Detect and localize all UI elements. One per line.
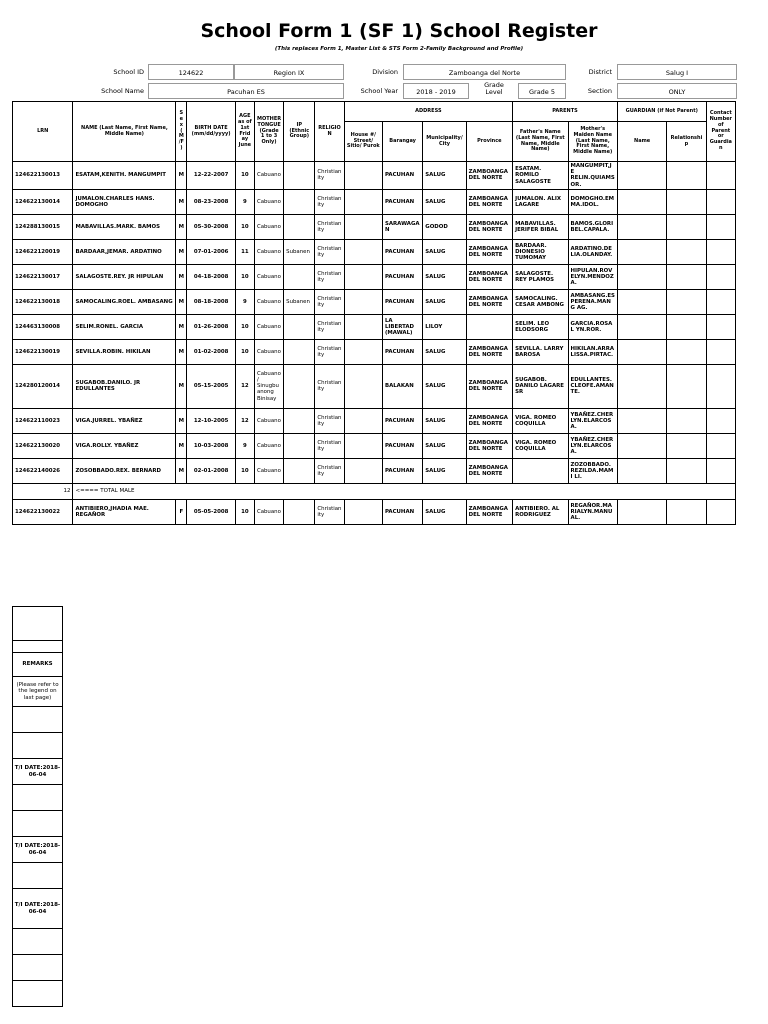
lrn-cell: 124622130013 — [13, 162, 73, 190]
guardian-relationship-cell — [667, 214, 706, 239]
mother-name-cell: MANGUMPIT,JE RELIN.QUIAMS OR. — [568, 162, 617, 190]
student-row — [13, 214, 736, 239]
barangay-cell: PACUHAN — [382, 162, 422, 190]
header-address: ADDRESS — [344, 102, 512, 122]
birth-date-cell: 12-22-2007 — [187, 162, 235, 190]
house-cell — [344, 239, 382, 264]
sex-cell: M — [176, 314, 187, 339]
municipality-cell: SALUG — [423, 408, 466, 433]
student-name-cell: VIGA.ROLLY. YBAÑEZ — [73, 433, 176, 458]
lrn-cell: 124622130022 — [13, 499, 73, 524]
guardian-relationship-cell — [667, 499, 706, 524]
age-cell: 10 — [235, 314, 254, 339]
barangay-cell: SARAWAGAN — [382, 214, 422, 239]
remarks-blank-cell — [13, 863, 63, 889]
contact-cell — [706, 189, 735, 214]
school-id-label: School ID — [113, 68, 144, 76]
header-mother-tongue: MOTHER TONGUE (Grade 1 to 3 Only) — [254, 102, 283, 162]
contact-cell — [706, 264, 735, 289]
header-ip: IP (Ethnic Group) — [284, 102, 315, 162]
municipality-cell: SALUG — [423, 189, 466, 214]
lrn-cell: 124622130014 — [13, 189, 73, 214]
municipality-cell: SALUG — [423, 364, 466, 408]
total-male-label: <==== TOTAL MALE — [73, 483, 736, 499]
guardian-relationship-cell — [667, 289, 706, 314]
province-cell: ZAMBOANGA DEL NORTE — [466, 162, 512, 190]
birth-date-cell: 08-23-2008 — [187, 189, 235, 214]
ip-cell — [284, 433, 315, 458]
remarks-entry: T/I DATE:2018-06-04 — [13, 889, 63, 929]
mother-name-cell: ZOZOBBADO. REZILDA.MAMI LI. — [568, 458, 617, 483]
section-label: Section — [587, 87, 612, 95]
header-mother: Mother's Maiden Name (Last Name, First Name, Middle Name) — [568, 122, 617, 162]
father-name-cell: SELIM. LEO ELODSORG — [513, 314, 568, 339]
birth-date-cell: 08-18-2008 — [187, 289, 235, 314]
header-lrn: LRN — [13, 102, 73, 162]
remarks-blank-cell — [13, 981, 63, 1007]
header-guardian: GUARDIAN (if Not Parent) — [617, 102, 706, 122]
mother-name-cell: HIKILAN.ARRA LISSA.PIRTAC. — [568, 339, 617, 364]
municipality-cell: SALUG — [423, 499, 466, 524]
header-contact: Contact Number of Parent or Guardian — [706, 102, 735, 162]
house-cell — [344, 289, 382, 314]
father-name-cell: MABAVILLAS. JERIFER BIBAL — [513, 214, 568, 239]
municipality-cell: SALUG — [423, 289, 466, 314]
guardian-name-cell — [617, 162, 666, 190]
mother-name-cell: DOMOGHO.EM MA.IDOL. — [568, 189, 617, 214]
student-name-cell: SEVILLA.ROBIN. HIKILAN — [73, 339, 176, 364]
municipality-cell: SALUG — [423, 339, 466, 364]
contact-cell — [706, 408, 735, 433]
house-cell — [344, 364, 382, 408]
province-cell: ZAMBOANGA DEL NORTE — [466, 458, 512, 483]
religion-cell: Christianity — [315, 264, 344, 289]
header-religion: RELIGION — [315, 102, 344, 162]
municipality-cell: LILOY — [423, 314, 466, 339]
birth-date-cell: 12-10-2005 — [187, 408, 235, 433]
lrn-cell: 124280120014 — [13, 364, 73, 408]
guardian-name-cell — [617, 364, 666, 408]
school-year-label: School Year — [360, 87, 398, 95]
student-name-cell: ANTIBIERO,JHADIA MAE. REGAÑOR — [73, 499, 176, 524]
lrn-cell: 124622130017 — [13, 264, 73, 289]
student-row — [13, 339, 736, 364]
sex-cell: M — [176, 239, 187, 264]
barangay-cell: PACUHAN — [382, 408, 422, 433]
contact-cell — [706, 314, 735, 339]
guardian-relationship-cell — [667, 314, 706, 339]
guardian-name-cell — [617, 499, 666, 524]
header-name: NAME (Last Name, First Name, Middle Name) — [73, 102, 176, 162]
sex-cell: F — [176, 499, 187, 524]
student-row — [13, 314, 736, 339]
mother-name-cell: ARDATINO.DE LIA.OLANDAY. — [568, 239, 617, 264]
guardian-relationship-cell — [667, 264, 706, 289]
guardian-name-cell — [617, 458, 666, 483]
contact-cell — [706, 364, 735, 408]
ip-cell — [284, 458, 315, 483]
male-rows — [13, 162, 736, 484]
guardian-name-cell — [617, 433, 666, 458]
house-cell — [344, 408, 382, 433]
municipality-cell: SALUG — [423, 458, 466, 483]
remarks-blank-cell — [13, 641, 63, 653]
sex-cell: M — [176, 264, 187, 289]
sex-cell: M — [176, 433, 187, 458]
header-guardian-relationship: Relationship — [667, 122, 706, 162]
student-name-cell: SAMOCALING.ROEL. AMBASANG — [73, 289, 176, 314]
age-cell: 9 — [235, 289, 254, 314]
lrn-cell: 124622120019 — [13, 239, 73, 264]
house-cell — [344, 214, 382, 239]
contact-cell — [706, 239, 735, 264]
header-birth-date: BIRTH DATE (mm/dd/yyyy) — [187, 102, 235, 162]
ip-cell — [284, 364, 315, 408]
contact-cell — [706, 214, 735, 239]
mother-name-cell: GARCIA.ROSAL YN.ROR. — [568, 314, 617, 339]
birth-date-cell: 02-01-2008 — [187, 458, 235, 483]
guardian-name-cell — [617, 239, 666, 264]
religion-cell: Christianity — [315, 458, 344, 483]
student-row — [13, 264, 736, 289]
total-male-section — [13, 483, 736, 499]
contact-cell — [706, 162, 735, 190]
barangay-cell: PACUHAN — [382, 264, 422, 289]
student-row — [13, 364, 736, 408]
religion-cell: Christianity — [315, 433, 344, 458]
barangay-cell: PACUHAN — [382, 189, 422, 214]
father-name-cell: ESATAM. ROMILO SALAGOSTE — [513, 162, 568, 190]
school-year-field: 2018 - 2019 — [403, 83, 469, 99]
student-name-cell: VIGA.JURREL. YBAÑEZ — [73, 408, 176, 433]
remarks-blank-cell — [13, 929, 63, 955]
student-name-cell: MABAVILLAS.MARK. BAMOS — [73, 214, 176, 239]
district-label: District — [588, 68, 612, 76]
religion-cell: Christianity — [315, 289, 344, 314]
mother-tongue-cell: Cabuano — [254, 214, 283, 239]
student-name-cell: ESATAM,KENITH. MANGUMPIT — [73, 162, 176, 190]
student-name-cell: SALAGOSTE.REY. JR HIPULAN — [73, 264, 176, 289]
mother-tongue-cell: Cabuano — [254, 314, 283, 339]
ip-cell — [284, 314, 315, 339]
school-name-field: Pacuhan ES — [148, 83, 344, 99]
mother-tongue-cell: Cabuano — [254, 499, 283, 524]
house-cell — [344, 458, 382, 483]
student-row — [13, 408, 736, 433]
province-cell: ZAMBOANGA DEL NORTE — [466, 364, 512, 408]
student-row — [13, 189, 736, 214]
father-name-cell — [513, 458, 568, 483]
contact-cell — [706, 289, 735, 314]
barangay-cell: PACUHAN — [382, 289, 422, 314]
municipality-cell: SALUG — [423, 433, 466, 458]
division-label: Division — [372, 68, 398, 76]
header-guardian-name: Name — [617, 122, 666, 162]
father-name-cell: SAMOCALING. CESAR AMBONG — [513, 289, 568, 314]
sex-cell: M — [176, 162, 187, 190]
age-cell: 10 — [235, 458, 254, 483]
mother-name-cell: YBAÑEZ.CHER LYN.ELARCOS A. — [568, 408, 617, 433]
religion-cell: Christianity — [315, 314, 344, 339]
remarks-note: (Please refer to the legend on last page) — [13, 677, 63, 707]
contact-cell — [706, 339, 735, 364]
house-cell — [344, 162, 382, 190]
father-name-cell: SEVILLA. LARRY BAROSA — [513, 339, 568, 364]
ip-cell — [284, 408, 315, 433]
ip-cell — [284, 264, 315, 289]
age-cell: 10 — [235, 339, 254, 364]
mother-tongue-cell: Cabuano — [254, 458, 283, 483]
religion-cell: Christianity — [315, 239, 344, 264]
sex-cell: M — [176, 189, 187, 214]
remarks-blank-cell — [13, 707, 63, 733]
student-row — [13, 433, 736, 458]
birth-date-cell: 10-03-2008 — [187, 433, 235, 458]
student-row — [13, 239, 736, 264]
female-rows — [13, 499, 736, 524]
lrn-cell: 124622130018 — [13, 289, 73, 314]
age-cell: 12 — [235, 408, 254, 433]
mother-name-cell: AMBASANG.ES PERENA.MANG AG. — [568, 289, 617, 314]
province-cell: ZAMBOANGA DEL NORTE — [466, 264, 512, 289]
student-name-cell: JUMALON.CHARLES HANS. DOMOGHO — [73, 189, 176, 214]
age-cell: 10 — [235, 264, 254, 289]
mother-tongue-cell: Cabuano — [254, 264, 283, 289]
register-table — [12, 101, 736, 525]
student-name-cell: ZOSOBBADO.REX. BERNARD — [73, 458, 176, 483]
sex-cell: M — [176, 408, 187, 433]
contact-cell — [706, 458, 735, 483]
mother-name-cell: YBAÑEZ.CHER LYN.ELARCOS A. — [568, 433, 617, 458]
birth-date-cell: 07-01-2006 — [187, 239, 235, 264]
form-title: School Form 1 (SF 1) School Register — [200, 20, 598, 42]
mother-tongue-cell: Cabuano — [254, 408, 283, 433]
header-sex: Sex (M/F) — [176, 102, 187, 162]
contact-cell — [706, 499, 735, 524]
mother-name-cell: HIPULAN.ROV ELYN.MENDOZA. — [568, 264, 617, 289]
guardian-relationship-cell — [667, 239, 706, 264]
remarks-table — [12, 606, 63, 1007]
religion-cell: Christianity — [315, 408, 344, 433]
barangay-cell: BALAKAN — [382, 364, 422, 408]
ip-cell — [284, 189, 315, 214]
municipality-cell: SALUG — [423, 162, 466, 190]
province-cell: ZAMBOANGA DEL NORTE — [466, 433, 512, 458]
grade-level-label: Grade Level — [484, 81, 504, 97]
birth-date-cell: 05-05-2008 — [187, 499, 235, 524]
school-name-label: School Name — [101, 87, 144, 95]
lrn-cell: 124463130008 — [13, 314, 73, 339]
age-cell: 11 — [235, 239, 254, 264]
father-name-cell: SUGABOB. DANILO LAGARE SR — [513, 364, 568, 408]
total-male-count: 12 — [13, 483, 73, 499]
mother-name-cell: REGAÑOR.MA RIALYN.MANUAL. — [568, 499, 617, 524]
division-field: Zamboanga del Norte — [403, 64, 566, 80]
age-cell: 9 — [235, 433, 254, 458]
father-name-cell: ANTIBIERO. AL RODRIGUEZ — [513, 499, 568, 524]
ip-cell — [284, 339, 315, 364]
guardian-relationship-cell — [667, 433, 706, 458]
guardian-name-cell — [617, 314, 666, 339]
mother-tongue-cell: Cabuano — [254, 289, 283, 314]
remarks-entry: T/I DATE:2018-06-04 — [13, 759, 63, 785]
form-subtitle: (This replaces Form 1, Master List & STS Form 2-Family Background and Profile) — [274, 46, 524, 52]
guardian-name-cell — [617, 339, 666, 364]
house-cell — [344, 339, 382, 364]
father-name-cell: SALAGOSTE. REY PLAMOS — [513, 264, 568, 289]
lrn-cell: 124622140026 — [13, 458, 73, 483]
guardian-name-cell — [617, 408, 666, 433]
remarks-blank-cell — [13, 733, 63, 759]
municipality-cell: SALUG — [423, 239, 466, 264]
age-cell: 12 — [235, 364, 254, 408]
student-name-cell: BARDAAR,JEMAR. ARDATINO — [73, 239, 176, 264]
remarks-blank-cell — [13, 955, 63, 981]
ip-cell — [284, 499, 315, 524]
district-field: Salug I — [617, 64, 737, 80]
house-cell — [344, 189, 382, 214]
province-cell: ZAMBOANGA DEL NORTE — [466, 339, 512, 364]
barangay-cell: LA LIBERTAD (MAWAL) — [382, 314, 422, 339]
header-house: House #/ Street/ Sitio/ Purok — [344, 122, 382, 162]
remarks-blank-cell — [13, 811, 63, 837]
student-row — [13, 499, 736, 524]
sex-cell: M — [176, 339, 187, 364]
religion-cell: Christianity — [315, 499, 344, 524]
religion-cell: Christianity — [315, 214, 344, 239]
remarks-entry: T/I DATE:2018-06-04 — [13, 837, 63, 863]
age-cell: 10 — [235, 214, 254, 239]
guardian-relationship-cell — [667, 189, 706, 214]
lrn-cell: 124622110023 — [13, 408, 73, 433]
barangay-cell: PACUHAN — [382, 433, 422, 458]
mother-tongue-cell: Cabuano — [254, 433, 283, 458]
age-cell: 10 — [235, 162, 254, 190]
house-cell — [344, 264, 382, 289]
age-cell: 10 — [235, 499, 254, 524]
father-name-cell: BARDAAR. DIONESIO TUMOMAY — [513, 239, 568, 264]
guardian-relationship-cell — [667, 162, 706, 190]
barangay-cell: PACUHAN — [382, 499, 422, 524]
guardian-relationship-cell — [667, 339, 706, 364]
religion-cell: Christianity — [315, 189, 344, 214]
section-field: ONLY — [617, 83, 737, 99]
header-barangay: Barangay — [382, 122, 422, 162]
municipality-cell: GODOD — [423, 214, 466, 239]
guardian-name-cell — [617, 214, 666, 239]
header-father: Father's Name (Last Name, First Name, Middle Name) — [513, 122, 568, 162]
student-row — [13, 162, 736, 190]
province-cell: ZAMBOANGA DEL NORTE — [466, 499, 512, 524]
guardian-relationship-cell — [667, 364, 706, 408]
remarks-blank-cell — [13, 607, 63, 641]
ip-cell: Subanen — [284, 289, 315, 314]
student-row — [13, 289, 736, 314]
header-age: AGE as of 1st Friday June — [235, 102, 254, 162]
sex-cell: M — [176, 214, 187, 239]
house-cell — [344, 314, 382, 339]
sex-cell: M — [176, 364, 187, 408]
header-province: Province — [466, 122, 512, 162]
birth-date-cell: 01-26-2008 — [187, 314, 235, 339]
barangay-cell: PACUHAN — [382, 239, 422, 264]
mother-tongue-cell: Cabuano — [254, 162, 283, 190]
birth-date-cell: 04-18-2008 — [187, 264, 235, 289]
student-row — [13, 458, 736, 483]
ip-cell — [284, 162, 315, 190]
province-cell — [466, 314, 512, 339]
mother-tongue-cell: Cabuano — [254, 239, 283, 264]
father-name-cell: VIGA. ROMEO COQUILLA — [513, 408, 568, 433]
birth-date-cell: 05-15-2005 — [187, 364, 235, 408]
birth-date-cell: 05-30-2008 — [187, 214, 235, 239]
remarks-blank-cell — [13, 785, 63, 811]
mother-tongue-cell: Cabuano — [254, 189, 283, 214]
municipality-cell: SALUG — [423, 264, 466, 289]
remarks-title: REMARKS — [13, 653, 63, 677]
grade-level-field: Grade 5 — [518, 83, 566, 99]
guardian-relationship-cell — [667, 458, 706, 483]
religion-cell: Christianity — [315, 339, 344, 364]
contact-cell — [706, 433, 735, 458]
region-field: Region IX — [234, 64, 344, 80]
father-name-cell: VIGA. ROMEO COQUILLA — [513, 433, 568, 458]
lrn-cell: 124288130015 — [13, 214, 73, 239]
province-cell: ZAMBOANGA DEL NORTE — [466, 289, 512, 314]
mother-name-cell: EDULLANTES. CLEOFE.AMAN TE. — [568, 364, 617, 408]
province-cell: ZAMBOANGA DEL NORTE — [466, 189, 512, 214]
student-name-cell: SELIM.RONEL. GARCIA — [73, 314, 176, 339]
guardian-name-cell — [617, 264, 666, 289]
sex-cell: M — [176, 458, 187, 483]
father-name-cell: JUMALON. ALIX LAGARE — [513, 189, 568, 214]
province-cell: ZAMBOANGA DEL NORTE — [466, 214, 512, 239]
ip-cell: Subanen — [284, 239, 315, 264]
school-id-field: 124622 — [148, 64, 234, 80]
house-cell — [344, 433, 382, 458]
age-cell: 9 — [235, 189, 254, 214]
mother-tongue-cell: Cabuano/ Sinugbuanong Binisay — [254, 364, 283, 408]
birth-date-cell: 01-02-2008 — [187, 339, 235, 364]
guardian-name-cell — [617, 189, 666, 214]
barangay-cell: PACUHAN — [382, 339, 422, 364]
guardian-name-cell — [617, 289, 666, 314]
header-municipality: Municipality/ City — [423, 122, 466, 162]
house-cell — [344, 499, 382, 524]
mother-tongue-cell: Cabuano — [254, 339, 283, 364]
lrn-cell: 124622130019 — [13, 339, 73, 364]
province-cell: ZAMBOANGA DEL NORTE — [466, 408, 512, 433]
barangay-cell: PACUHAN — [382, 458, 422, 483]
sex-cell: M — [176, 289, 187, 314]
student-name-cell: SUGABOB.DANILO. JR EDULLANTES — [73, 364, 176, 408]
header-parents: PARENTS — [513, 102, 618, 122]
religion-cell: Christianity — [315, 364, 344, 408]
province-cell: ZAMBOANGA DEL NORTE — [466, 239, 512, 264]
guardian-relationship-cell — [667, 408, 706, 433]
ip-cell — [284, 214, 315, 239]
lrn-cell: 124622130020 — [13, 433, 73, 458]
religion-cell: Christianity — [315, 162, 344, 190]
mother-name-cell: BAMOS.GLORI BEL.CAPALA. — [568, 214, 617, 239]
